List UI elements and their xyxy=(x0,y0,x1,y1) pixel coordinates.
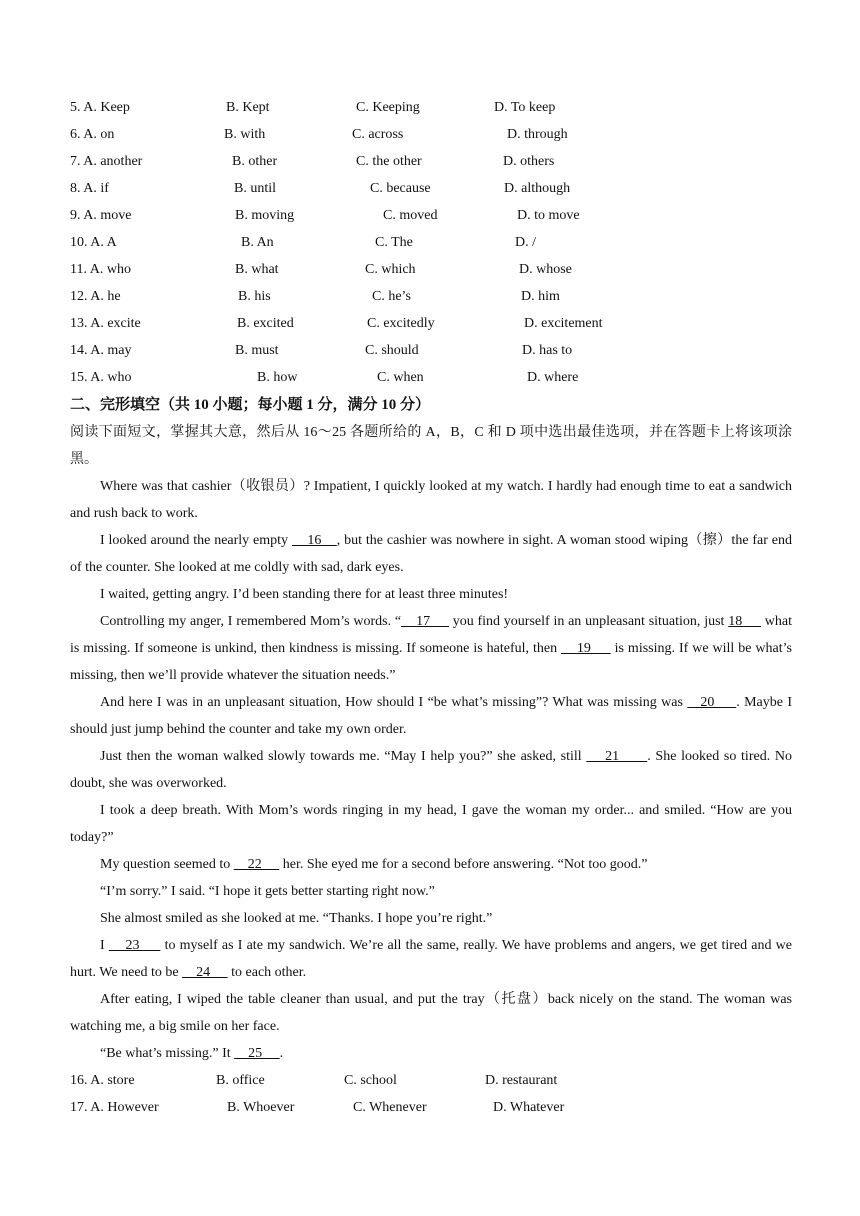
passage-paragraph: She almost smiled as she looked at me. “Thanks. I hope you’re right.” xyxy=(100,911,493,926)
option-d: D. where xyxy=(527,370,579,385)
option-c: C. should xyxy=(365,343,419,358)
option-d: D. others xyxy=(503,154,555,169)
passage-paragraph: Controlling my anger, I remembered Mom’s words. “ 17 you find yourself in an unpleasant situation, just 18 what is missing. If someone is unkind, then kindness is missing. If someone is hateful, then 19 is missing. If we will be what’s missing, then we’ll provide whatever the situation needs.” xyxy=(70,614,792,683)
question-number-10: 10. A. A xyxy=(70,235,117,250)
option-b: B. until xyxy=(234,181,277,196)
question-number-9: 9. A. move xyxy=(70,208,132,223)
option-b: B. Kept xyxy=(226,100,270,115)
question-number-8: 8. A. if xyxy=(70,181,109,196)
option-c: C. The xyxy=(375,235,413,250)
question-number-13: 13. A. excite xyxy=(70,316,141,331)
option-c: C. he’s xyxy=(372,289,411,304)
option-c: C. school xyxy=(344,1073,397,1088)
section-heading: 二、完形填空（共 10 小题；每小题 1 分，满分 10 分） xyxy=(70,397,431,413)
passage-paragraph: “Be what’s missing.” It 25 . xyxy=(100,1046,284,1061)
option-b: B. An xyxy=(241,235,274,250)
blank-21[interactable]: 21 xyxy=(586,749,648,764)
passage-paragraph: And here I was in an unpleasant situation, How should I “be what’s missing”? What was missing was 20 . Maybe I should just jump behind the counter and take my own order. xyxy=(70,695,793,737)
passage-paragraph: Where was that cashier（收银员）? Impatient, I quickly looked at my watch. I hardly had enough time to eat a sandwich and rush back to work. xyxy=(70,479,792,521)
option-d: D. through xyxy=(507,127,568,142)
option-d: D. him xyxy=(521,289,560,304)
question-number-17: 17. A. However xyxy=(70,1100,159,1115)
option-c: C. moved xyxy=(383,208,438,223)
option-b: B. his xyxy=(238,289,271,304)
option-c: C. Whenever xyxy=(353,1100,427,1115)
question-number-7: 7. A. another xyxy=(70,154,143,169)
blank-19[interactable]: 19 xyxy=(561,641,611,656)
passage-paragraph: I looked around the nearly empty 16 , but the cashier was nowhere in sight. A woman stood wiping（擦）the far end of the counter. She looked at me coldly with sad, dark eyes. xyxy=(70,533,793,575)
blank-23[interactable]: 23 xyxy=(108,938,161,953)
option-c: C. when xyxy=(377,370,424,385)
blank-25[interactable]: 25 xyxy=(234,1046,280,1061)
blank-20[interactable]: 20 xyxy=(687,695,737,710)
passage-paragraph: I 23 to myself as I ate my sandwich. We’re all the same, really. We have problems and angers, we get tired and we hurt. We need to be 24 to each other. xyxy=(70,938,792,980)
blank-16[interactable]: 16 xyxy=(291,533,337,548)
question-number-12: 12. A. he xyxy=(70,289,121,304)
option-b: B. office xyxy=(216,1073,265,1088)
question-number-6: 6. A. on xyxy=(70,127,115,142)
option-b: B. other xyxy=(232,154,278,169)
blank-22[interactable]: 22 xyxy=(233,857,280,872)
question-number-15: 15. A. who xyxy=(70,370,132,385)
question-number-16: 16. A. store xyxy=(70,1073,135,1088)
option-c: C. the other xyxy=(356,154,422,169)
option-c: C. excitedly xyxy=(367,316,435,331)
option-d: D. to move xyxy=(517,208,580,223)
blank-18[interactable]: 18 xyxy=(728,614,762,629)
passage-paragraph: I took a deep breath. With Mom’s words ringing in my head, I gave the woman my order... and smiled. “How are you today?” xyxy=(70,803,792,845)
option-d: D. restaurant xyxy=(485,1073,558,1088)
passage-paragraph: “I’m sorry.” I said. “I hope it gets better starting right now.” xyxy=(100,884,435,899)
option-c: C. Keeping xyxy=(356,100,420,115)
option-b: B. with xyxy=(224,127,266,142)
question-number-11: 11. A. who xyxy=(70,262,131,277)
option-b: B. Whoever xyxy=(227,1100,295,1115)
option-b: B. moving xyxy=(235,208,295,223)
passage-paragraph: I waited, getting angry. I’d been standing there for at least three minutes! xyxy=(100,587,509,602)
option-d: D. / xyxy=(515,235,536,250)
blank-17[interactable]: 17 xyxy=(401,614,449,629)
option-b: B. excited xyxy=(237,316,294,331)
option-c: C. because xyxy=(370,181,431,196)
option-d: D. although xyxy=(504,181,571,196)
passage-paragraph: After eating, I wiped the table cleaner than usual, and put the tray（托盘）back nicely on the stand. The woman was watching me, a big smile on her face. xyxy=(70,992,792,1034)
blank-24[interactable]: 24 xyxy=(182,965,228,980)
option-b: B. what xyxy=(235,262,279,277)
option-d: D. Whatever xyxy=(493,1100,565,1115)
section-instructions: 阅读下面短文，掌握其大意，然后从 16～25 各题所给的 A，B，C 和 D 项中选出最佳选项，并在答题卡上将该项涂黑。 xyxy=(70,425,792,467)
option-b: B. how xyxy=(257,370,298,385)
option-b: B. must xyxy=(235,343,279,358)
option-d: D. To keep xyxy=(494,100,556,115)
option-d: D. excitement xyxy=(524,316,603,331)
option-c: C. which xyxy=(365,262,416,277)
question-number-5: 5. A. Keep xyxy=(70,100,130,115)
option-d: D. whose xyxy=(519,262,572,277)
passage-paragraph: Just then the woman walked slowly towards me. “May I help you?” she asked, still 21 . She looked so tired. No doubt, she was overworked. xyxy=(70,749,792,791)
question-number-14: 14. A. may xyxy=(70,343,132,358)
option-c: C. across xyxy=(352,127,404,142)
option-d: D. has to xyxy=(522,343,573,358)
passage-paragraph: My question seemed to 22 her. She eyed me for a second before answering. “Not too good.” xyxy=(100,857,648,872)
